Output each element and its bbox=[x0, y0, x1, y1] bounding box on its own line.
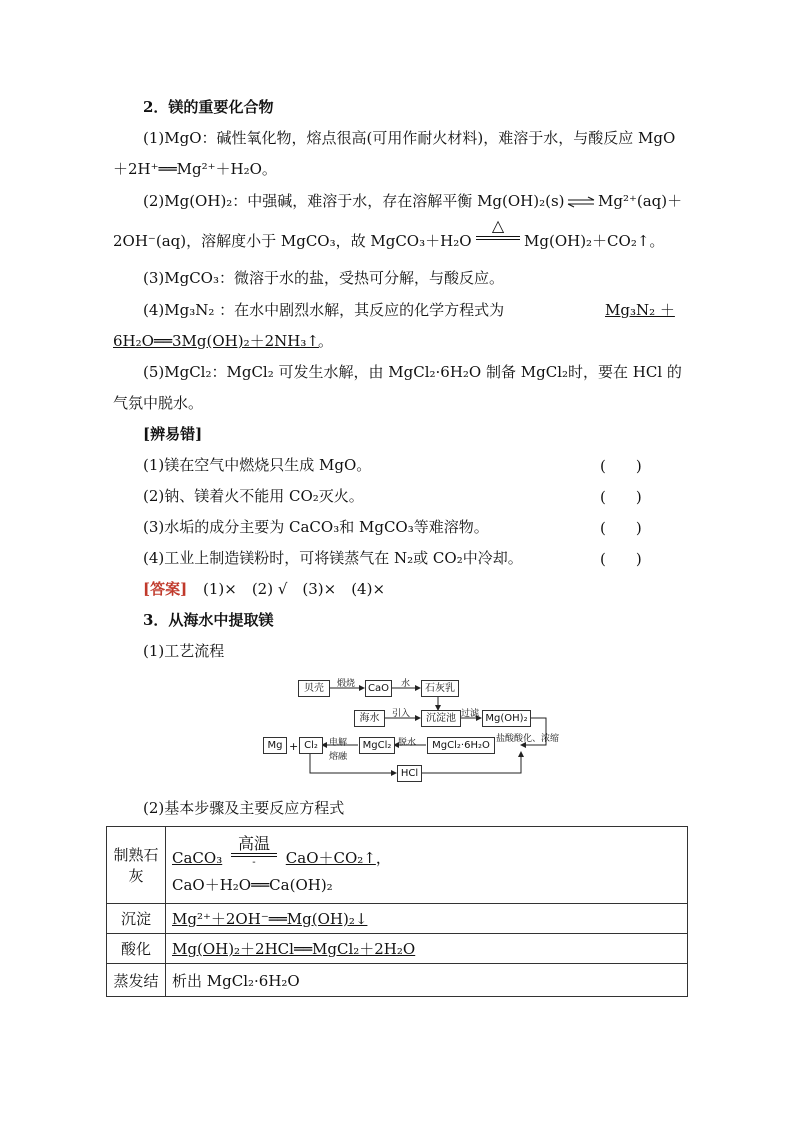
mg3n2-period: 。 bbox=[318, 332, 334, 350]
row-content-shushihui bbox=[166, 827, 688, 904]
mgoh2-paragraph-line1b: Mg²⁺(aq)＋ bbox=[598, 192, 683, 210]
eq-crystallize: 析出 MgCl₂·6H₂O bbox=[166, 964, 688, 997]
mgco3-paragraph: (3)MgCO₃：微溶于水的盐，受热可分解，与酸反应。 bbox=[143, 269, 504, 287]
flow-label-suanhua: 盐酸酸化、浓缩 bbox=[496, 734, 560, 744]
mg3n2-equation: 6H₂O══3Mg(OH)₂＋2NH₃↑ bbox=[113, 332, 319, 350]
section3-title: 3．从海水中提取镁 bbox=[143, 611, 274, 629]
quiz-title: [辨易错] bbox=[143, 425, 203, 443]
row-head-chendian: 沉淀 bbox=[107, 904, 166, 934]
flow-box-mgcl2: MgCl₂ bbox=[359, 737, 395, 754]
flow-box-beike: 贝壳 bbox=[298, 680, 330, 697]
eq-precipitation: Mg²⁺＋2OH⁻══Mg(OH)₂↓ bbox=[172, 910, 368, 928]
quiz-item-4: (4)工业上制造镁粉时，可将镁蒸气在 N₂或 CO₂中冷却。 bbox=[143, 549, 523, 567]
table-row bbox=[107, 964, 688, 997]
quiz-answer-blank-4: ( ) bbox=[600, 550, 642, 568]
mgo-paragraph-line2: ＋2H⁺══Mg²⁺＋H₂O。 bbox=[113, 160, 277, 178]
flow-label-duanshao: 煅烧 bbox=[337, 679, 356, 689]
flow-label-guolv: 过滤 bbox=[461, 709, 480, 719]
condition-bar bbox=[231, 853, 277, 857]
mg3n2-paragraph-line1b: Mg₃N₂ ＋ bbox=[605, 301, 675, 319]
flow-box-cao: CaO bbox=[365, 680, 392, 697]
eq-comma: ， bbox=[375, 848, 391, 867]
heat-symbol: △ bbox=[491, 216, 505, 235]
quiz-item-2: (2)钠、镁着火不能用 CO₂灭火。 bbox=[143, 487, 364, 505]
flow-box-haishui: 海水 bbox=[354, 710, 385, 727]
mgo-paragraph-line1: (1)MgO：碱性氧化物，熔点很高(可用作耐火材料)，难溶于水，与酸反应 MgO bbox=[143, 129, 676, 147]
flow-box-mgcl2-hydrate: MgCl₂·6H₂O bbox=[427, 737, 495, 754]
condition-bottom: - bbox=[252, 856, 256, 868]
eq-acidification: Mg(OH)₂＋2HCl══MgCl₂＋2H₂O bbox=[172, 940, 416, 958]
section2-title: 2．镁的重要化合物 bbox=[143, 98, 274, 116]
quiz-answer-blank-3: ( ) bbox=[600, 519, 642, 537]
row-head-shushihui: 制熟石灰 bbox=[107, 827, 166, 904]
flow-label-shui: 水 bbox=[401, 679, 411, 689]
mgoh2-paragraph-line1a: (2)Mg(OH)₂：中强碱，难溶于水，存在溶解平衡 Mg(OH)₂(s) bbox=[143, 192, 565, 210]
quiz-answer-blank-1: ( ) bbox=[600, 457, 642, 475]
mgcl2-paragraph-line2: 气氛中脱水。 bbox=[113, 394, 204, 412]
flow-label-rongrong: 熔融 bbox=[329, 752, 348, 762]
quiz-answer-blank-2: ( ) bbox=[600, 488, 642, 506]
flow-box-cl2: Cl₂ bbox=[299, 737, 323, 754]
quiz-item-1: (1)镁在空气中燃烧只生成 MgO。 bbox=[143, 456, 372, 474]
flow-label-plus: + bbox=[289, 740, 299, 753]
condition-high-temp bbox=[231, 833, 277, 868]
steps-table bbox=[106, 826, 688, 997]
mgcl2-paragraph-line1: (5)MgCl₂：MgCl₂ 可发生水解，由 MgCl₂·6H₂O 制备 MgCl₂时，要在 HCl 的 bbox=[143, 363, 682, 381]
mg3n2-paragraph-line1a: (4)Mg₃N₂ ：在水中剧烈水解，其反应的化学方程式为 bbox=[143, 301, 505, 319]
flow-label-yinru: 引入 bbox=[392, 709, 411, 719]
eq-cao-co2: CaO＋CO₂↑ bbox=[285, 848, 376, 867]
eq-cao-h2o: CaO＋H₂O══Ca(OH)₂ bbox=[172, 875, 333, 894]
row-head-zhengfa: 蒸发结 bbox=[107, 964, 166, 997]
answer-label: [答案] bbox=[143, 580, 188, 598]
answer-text: (1)× (2) √ (3)× (4)× bbox=[203, 580, 386, 598]
quiz-item-3: (3)水垢的成分主要为 CaCO₃和 MgCO₃等难溶物。 bbox=[143, 518, 489, 536]
row-head-suanhua: 酸化 bbox=[107, 934, 166, 964]
eq-caco3: CaCO₃ bbox=[172, 848, 223, 867]
flow-box-hcl: HCl bbox=[397, 765, 422, 782]
flow-box-mgoh2: Mg(OH)₂ bbox=[482, 710, 531, 727]
mgoh2-paragraph-line2b: Mg(OH)₂＋CO₂↑。 bbox=[524, 232, 665, 250]
mgoh2-paragraph-line2a: 2OH⁻(aq)，溶解度小于 MgCO₃，故 MgCO₃＋H₂O bbox=[113, 232, 472, 250]
flow-label-dianjie: 电解 bbox=[329, 738, 348, 748]
steps-subtitle: (2)基本步骤及主要反应方程式 bbox=[143, 799, 345, 817]
condition-text: 高温 bbox=[237, 833, 270, 853]
table-row bbox=[107, 904, 688, 934]
flow-box-mg: Mg bbox=[263, 737, 287, 754]
flow-box-chendianchi: 沉淀池 bbox=[421, 710, 461, 727]
table-row bbox=[107, 827, 688, 904]
flow-box-shihuiru: 石灰乳 bbox=[421, 680, 459, 697]
process-flow-subtitle: (1)工艺流程 bbox=[143, 642, 225, 660]
table-row bbox=[107, 934, 688, 964]
flow-label-tuoshui: 脱水 bbox=[398, 738, 417, 748]
